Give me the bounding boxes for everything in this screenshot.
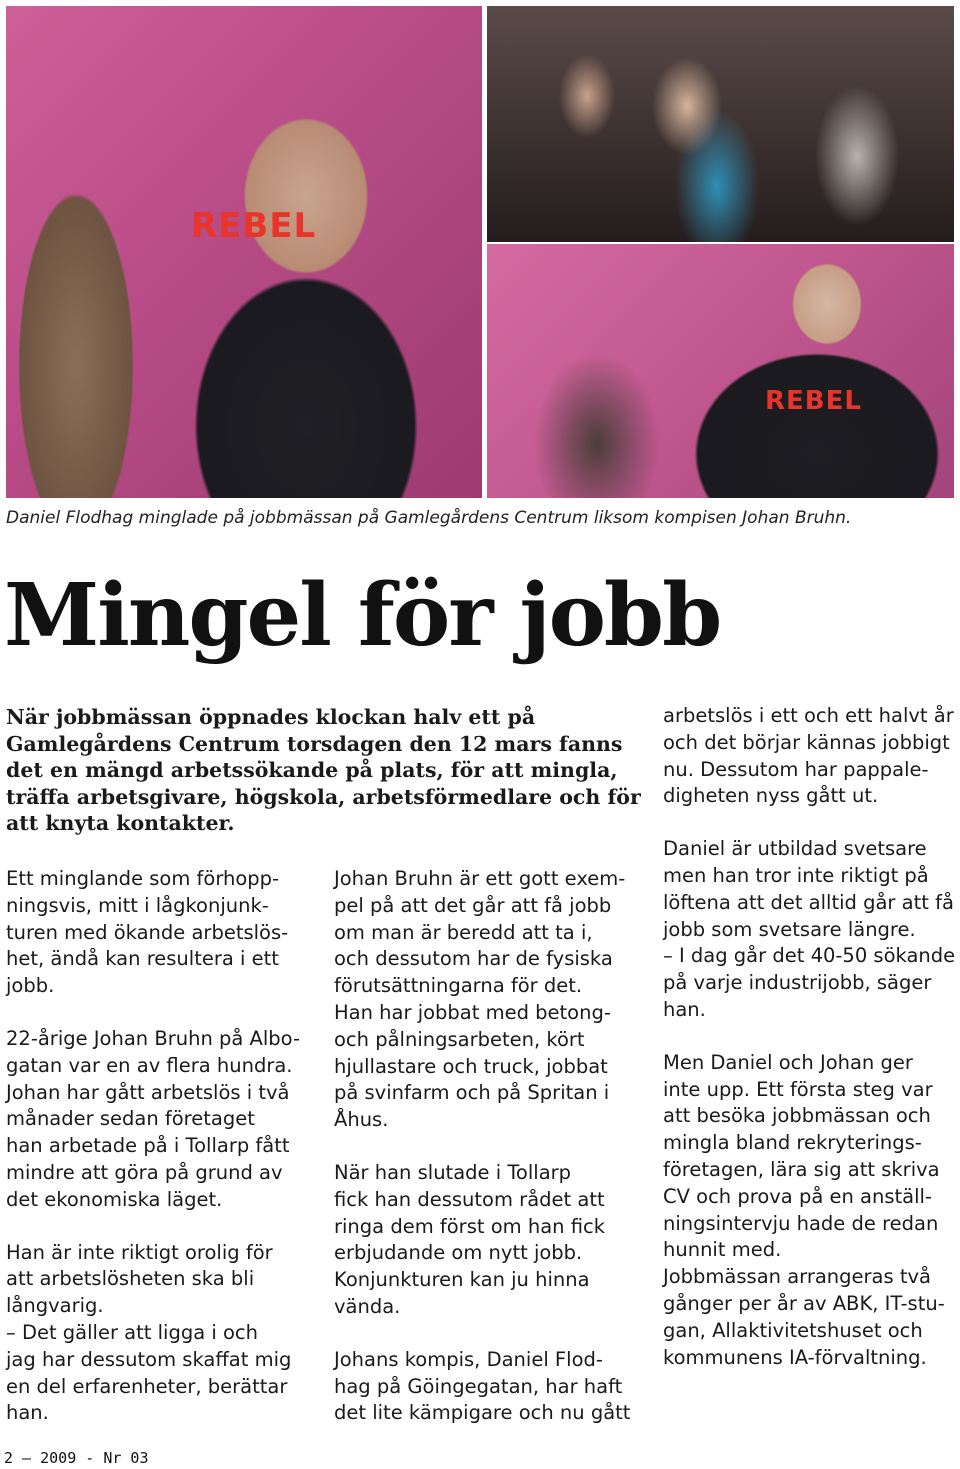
shirt-print-text: REBEL <box>191 206 317 246</box>
photo-caption: Daniel Flodhag minglade på jobbmässan på Gamlegårdens Centrum liksom kompisen Johan Bruhn. <box>6 508 852 528</box>
photo-johan-bruhn <box>487 244 954 498</box>
paragraph: Johan Bruhn är ett gott exem- pel på att det går att få jobb om man är beredd att ta i, och dessutom har de fysiska förutsättningarna för det. Han har jobbat med betong- och pålningsarbeten, kört hjullastare och truck, jobbat på svinfarm och på Spritan i Åhus. <box>334 867 626 1132</box>
photo-daniel-flodhag <box>6 6 482 498</box>
article-column-3 <box>663 703 959 1371</box>
paragraph: 22-årige Johan Bruhn på Albo- gatan var en av flera hundra. Johan har gått arbetslös i två månader sedan företaget han arbetade på i Tollarp fått mindre att göra på grund av det ekonomiska läget. <box>6 1026 301 1211</box>
paragraph: Ett minglande som förhopp- ningsvis, mitt i lågkonjunk- turen med ökande arbetslös- het, ändå kan resultera i ett jobb. <box>6 867 289 998</box>
paragraph: Han är inte riktigt orolig för att arbetslösheten ska bli långvarig. – Det gäller att ligga i och jag har dessutom skaffat mig en del erfarenheter, berättar han. <box>6 1240 292 1425</box>
photo-job-fair-crowd <box>487 6 954 242</box>
paragraph: Johans kompis, Daniel Flod- hag på Göingegatan, har haft det lite kämpigare och nu gått <box>334 1347 631 1425</box>
paragraph: arbetslös i ett och ett halvt år och det börjar kännas jobbigt nu. Dessutom har pappale- digheten nyss gått ut. <box>663 704 954 808</box>
paragraph: När han slutade i Tollarp fick han dessutom rådet att ringa dem först om han fick erbjudande om nytt jobb. Konjunkturen kan ju hinna vända. <box>334 1160 605 1318</box>
paragraph: Men Daniel och Johan ger inte upp. Ett första steg var att besöka jobbmässan och mingla bland rekryterings- företagen, lära sig att skriva CV och prova på en anställ- ningsintervju hade de redan hunnit med. Jobbmässan arrangeras två gånger per år av ABK, IT-stu- gan, Allaktivitetshuset och kommunens IA-förvaltning. <box>663 1050 945 1369</box>
article-headline: Mingel för jobb <box>4 565 721 666</box>
article-lead: När jobbmässan öppnades klockan halv ett på Gamlegårdens Centrum torsdagen den 12 mars fanns det en mängd arbetssökande på plats, för att mingla, träffa arbetsgivare, högskola, arbetsförmedlare och för att knyta kontakter. <box>6 705 641 835</box>
shirt-print-text: REBEL <box>765 386 862 416</box>
paragraph: Daniel är utbildad svetsare men han tror inte riktigt på löftena att det alltid går att få jobb som svetsare längre. – I dag går det 40-50 sökande på varje industrijobb, säger han. <box>663 837 956 1021</box>
page-footer-issue: 2 – 2009 - Nr 03 <box>4 1449 149 1467</box>
article-column-2 <box>334 866 644 1427</box>
article-column-1 <box>6 866 316 1427</box>
